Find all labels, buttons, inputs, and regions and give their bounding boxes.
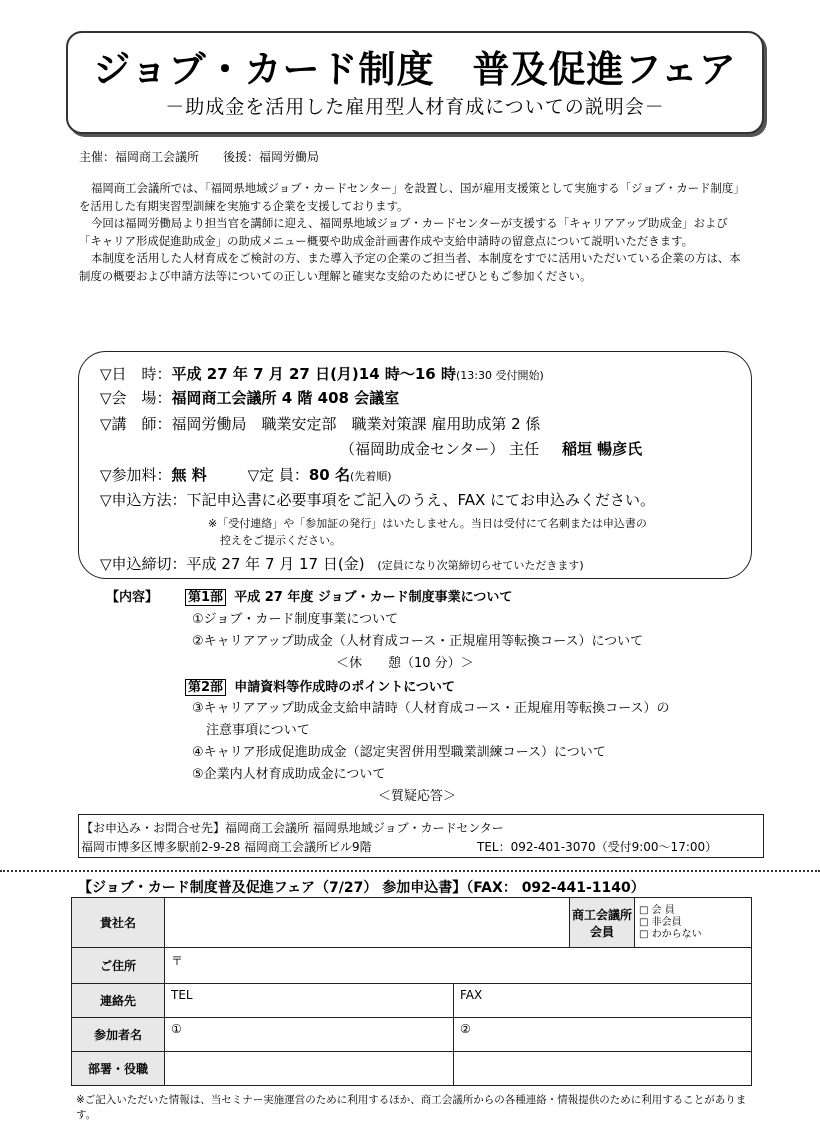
apply-note-2: 控えをご提示ください。 [220, 534, 341, 547]
participant-2-field[interactable] [454, 1018, 752, 1052]
venue-row [100, 387, 399, 408]
dept-2-field[interactable] [454, 1052, 752, 1086]
fax-field[interactable] [454, 984, 752, 1018]
intro-text [79, 180, 745, 285]
fee-value: 無 料 [171, 466, 207, 484]
address-field[interactable] [165, 948, 752, 984]
part2-item-2: 注意事項について [206, 723, 310, 738]
break-line: ＜休 憩（10 分）＞ [336, 656, 474, 671]
lecturer-value: 福岡労働局 職業安定部 職業対策課 雇用助成第 2 係 [171, 415, 541, 433]
part1-title: 平成 27 年度 ジョブ・カード制度事業について [234, 590, 513, 605]
venue-value: 福岡商工会議所 4 階 408 会議室 [171, 389, 400, 407]
fee-label: ▽参加料： [100, 466, 172, 484]
postal-mark: 〒 [171, 954, 184, 968]
member-options [635, 898, 752, 948]
apply-label: ▽申込方法： [100, 491, 187, 509]
form-row-company [72, 898, 752, 948]
intro-paragraph-2: 今回は福岡労働局より担当官を講師に迎え、福岡県地域ジョブ・カードセンターが支援する「キャリアアップ助成金」および「キャリア形成促進助成金」の助成メニュー概要や助成金計画書作成や支給申請時の留意点について説明いただきます。 [79, 216, 728, 248]
inquiry-box [78, 814, 764, 858]
dept-1-field[interactable] [165, 1052, 454, 1086]
part1-item-2: ②キャリアアップ助成金（人材育成コース・正規雇用等転換コース）について [192, 634, 644, 649]
dept-label: 部署・役職 [72, 1052, 165, 1086]
deadline-label: ▽申込締切： [100, 555, 187, 573]
apply-value: 下記申込書に必要事項をご記入のうえ、FAX にてお申込みください。 [186, 491, 656, 509]
form-row-address [72, 948, 752, 984]
lecturer-row-2 [340, 438, 642, 459]
intro-paragraph-3: 本制度を活用した人材育成をご検討の方、また導入予定の企業のご担当者、本制度をすでに活用いただいている企業の方は、本制度の概要および申請方法等についての正しい理解と確実な支給のためにぜひともご参加ください。 [79, 251, 741, 283]
page-title: ジョブ・カード制度 普及促進フェア [93, 48, 737, 91]
apply-row [100, 489, 655, 510]
form-title: 【ジョブ・カード制度普及促進フェア（7/27） 参加申込書】（FAX： 092-441-1140） [78, 880, 645, 896]
capacity-note: (先着順) [349, 470, 392, 483]
participant-1-mark: ① [171, 1022, 182, 1036]
organizer-line: 主催：福岡商工会議所 後援：福岡労働局 [79, 150, 320, 164]
participant-1-field[interactable] [165, 1018, 454, 1052]
part2-item-4: ⑤企業内人材育成助成金について [192, 767, 386, 782]
form-row-dept [72, 1052, 752, 1086]
contents-label: 【内容】 [106, 590, 159, 605]
member-option-nonmember[interactable]: □ 非会員 [639, 916, 682, 928]
capacity-label: ▽定 員： [247, 466, 309, 484]
date-note: (13:30 受付開始) [455, 369, 544, 382]
fax-prefix: FAX [460, 988, 483, 1002]
company-field[interactable] [165, 898, 570, 948]
part2-item-1: ③キャリアアップ助成金支給申請時（人材育成コース・正規雇用等転換コース）の [192, 701, 670, 716]
title-box [66, 31, 764, 134]
lecturer-value-2: （福岡助成金センター） 主任 [340, 440, 540, 458]
contact-label: 連絡先 [72, 984, 165, 1018]
date-label: ▽日 時： [100, 365, 172, 383]
part2-title: 申請資料等作成時のポイントについて [234, 680, 455, 695]
date-row [100, 363, 544, 384]
lecturer-name: 稲垣 暢彦氏 [561, 440, 643, 458]
part1-tag: 第1部 [185, 589, 226, 606]
application-form [71, 897, 752, 1086]
part2-tag: 第2部 [185, 679, 226, 696]
form-row-contact [72, 984, 752, 1018]
deadline-row [100, 553, 584, 574]
member-option-member[interactable]: □ 会 員 [639, 904, 675, 916]
deadline-note: (定員になり次第締切らせていただきます) [377, 559, 584, 572]
participant-label: 参加者名 [72, 1018, 165, 1052]
venue-label: ▽会 場： [100, 389, 172, 407]
inquiry-tel: TEL：092-401-3070（受付9:00～17:00） [477, 840, 718, 854]
qa-line: ＜質疑応答＞ [378, 789, 457, 804]
apply-note-1: ※「受付連絡」や「参加証の発行」はいたしません。当日は受付にて名刺または申込書の [208, 517, 647, 530]
address-label: ご住所 [72, 948, 165, 984]
capacity-value: 80 名 [308, 466, 350, 484]
form-row-participant [72, 1018, 752, 1052]
fee-row [100, 464, 392, 485]
tel-prefix: TEL [171, 988, 193, 1002]
intro-paragraph-1: 福岡商工会議所では、「福岡県地域ジョブ・カードセンター」を設置し、国が雇用支援策として実施する「ジョブ・カード制度」を活用した有期実習型訓練を実施する企業を支援しております。 [79, 181, 745, 213]
member-option-unknown[interactable]: □ わからない [639, 928, 702, 940]
part1-heading [185, 586, 512, 605]
lecturer-label: ▽講 師： [100, 415, 172, 433]
page-subtitle: －助成金を活用した雇用型人材育成についての説明会－ [165, 96, 665, 118]
member-label: 商工会議所会員 [570, 898, 635, 948]
cut-line [0, 870, 820, 872]
privacy-note: ※ご記入いただいた情報は、当セミナー実施運営のために利用するほか、商工会議所からの各種連絡・情報提供のために利用することがあります。 [76, 1094, 747, 1121]
part2-heading [185, 676, 455, 695]
part1-item-1: ①ジョブ・カード制度事業について [192, 612, 399, 627]
participant-2-mark: ② [460, 1022, 471, 1036]
company-label: 貴社名 [72, 898, 165, 948]
inquiry-address: 福岡市博多区博多駅前2-9-28 福岡商工会議所ビル9階 [81, 840, 372, 854]
part2-item-3: ④キャリア形成促進助成金（認定実習併用型職業訓練コース）について [192, 745, 606, 760]
tel-field[interactable] [165, 984, 454, 1018]
deadline-value: 平成 27 年 7 月 17 日(金) [186, 555, 365, 573]
inquiry-line-1: 【お申込み・お問合せ先】福岡商工会議所 福岡県地域ジョブ・カードセンター [81, 821, 504, 835]
lecturer-row [100, 413, 540, 434]
date-value: 平成 27 年 7 月 27 日(月)14 時～16 時 [171, 365, 456, 383]
